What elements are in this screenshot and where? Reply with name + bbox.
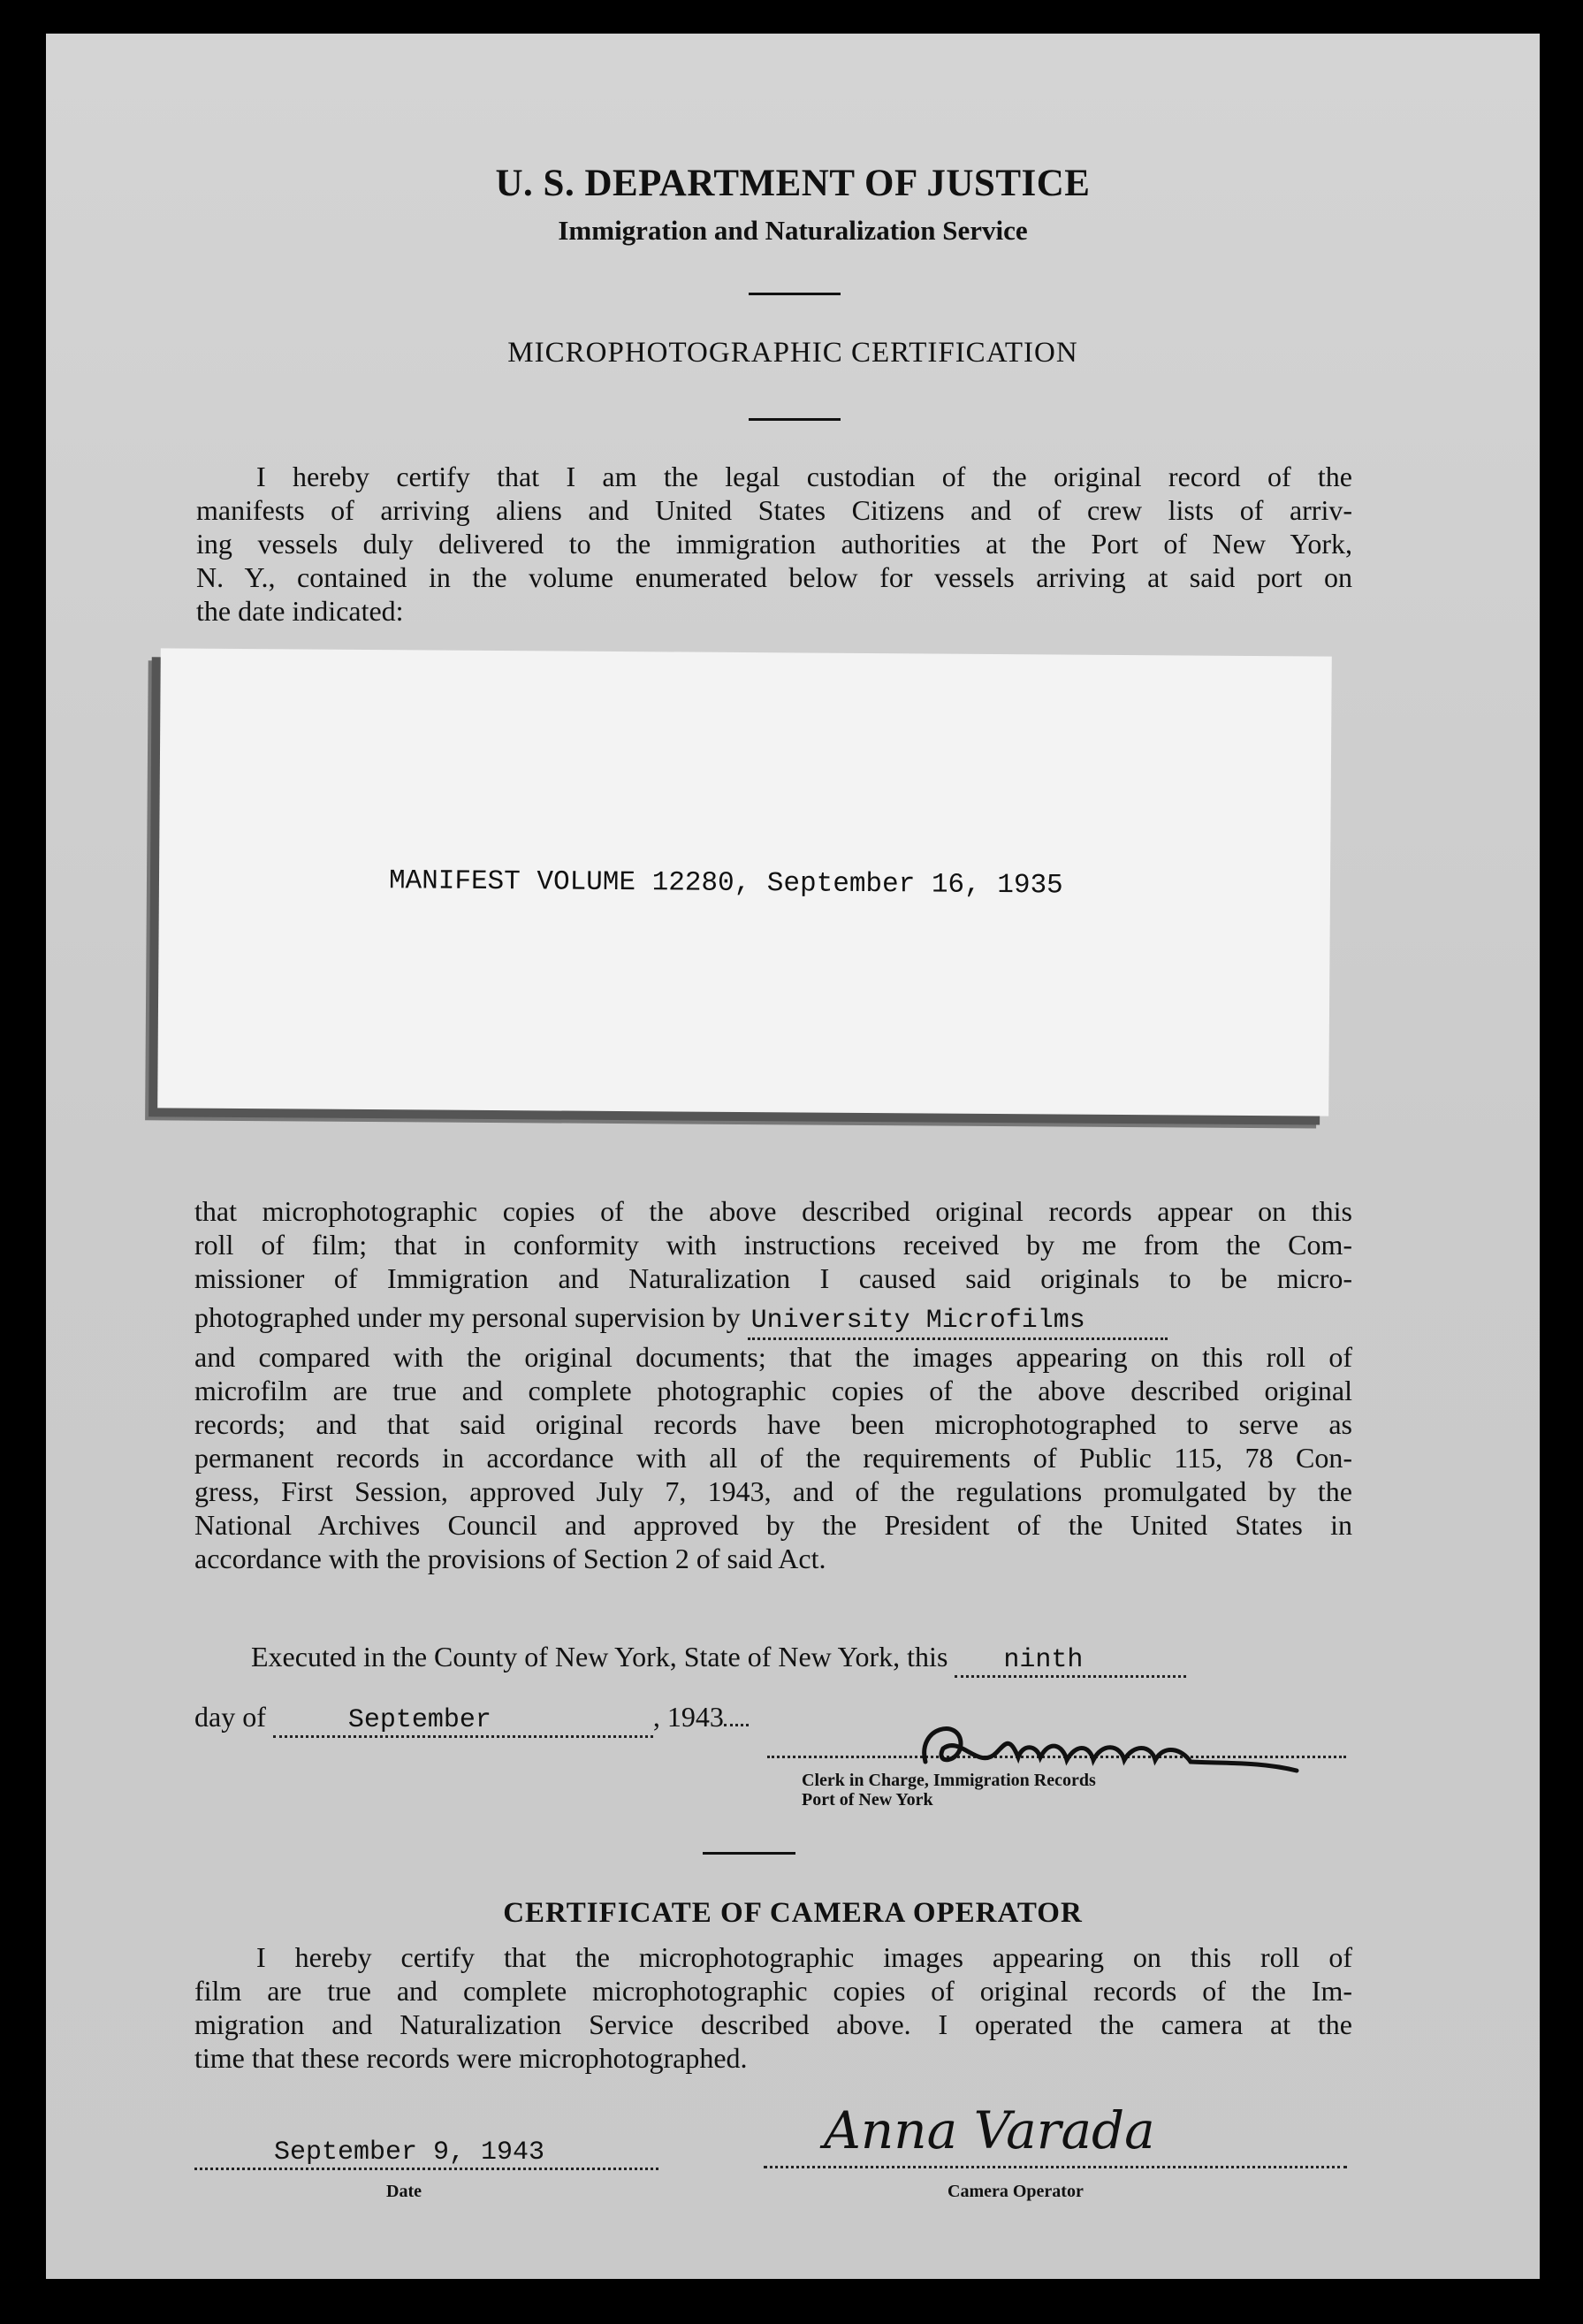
body-line: records; and that said original records have been microphotographed to serve as: [194, 1408, 1352, 1440]
body-line: accordance with the provisions of Section 2 of said Act.: [194, 1543, 826, 1574]
date-value: September 9, 1943: [274, 2137, 545, 2168]
intro-line: manifests of arriving aliens and United States Citizens and of crew lists of arriv-: [196, 494, 1352, 526]
day-blank: [955, 1641, 1186, 1678]
body-line: National Archives Council and approved by the President of the United States in: [194, 1509, 1352, 1541]
intro-line: I hereby certify that I am the legal custodian of the original record of the: [256, 461, 1352, 492]
body-line: and compared with the original documents; that the images appearing on this roll of: [194, 1341, 1352, 1373]
intro-line: ing vessels duly delivered to the immigration authorities at the Port of New York,: [196, 528, 1352, 560]
camera-line: film are true and complete microphotographic copies of original records of the Im-: [194, 1975, 1352, 2007]
clerk-title-line: Clerk in Charge, Immigration Records: [802, 1771, 1096, 1790]
day-of-label: day of: [194, 1701, 266, 1733]
intro-line: N. Y., contained in the volume enumerated below for vessels arriving at said port on: [196, 561, 1352, 593]
department-heading: U. S. DEPARTMENT OF JUSTICE: [495, 163, 1091, 204]
day-of-line: [194, 1701, 749, 1738]
day-value: ninth: [1003, 1645, 1084, 1675]
supervision-blank: [748, 1300, 1168, 1340]
divider: [703, 1852, 795, 1855]
operator-label: Camera Operator: [948, 2182, 1084, 2201]
manifest-card: [157, 648, 1332, 1116]
intro-line: the date indicated:: [196, 595, 404, 627]
clerk-office-line: Port of New York: [802, 1790, 933, 1810]
camera-line: I hereby certify that the microphotographic images appearing on this roll of: [256, 1941, 1352, 1973]
date-label: Date: [386, 2182, 422, 2201]
supervision-prefix: photographed under my personal supervision by: [194, 1301, 741, 1333]
executed-line: [251, 1641, 1186, 1678]
camera-paragraph: [194, 1940, 1352, 2075]
supervision-value: University Microfilms: [750, 1306, 1085, 1336]
date-blank: [194, 2137, 658, 2170]
body-paragraph: [194, 1194, 1352, 1575]
divider: [749, 418, 841, 421]
body-line: that microphotographic copies of the above described original records appear on this: [194, 1195, 1352, 1227]
body-line: microfilm are true and complete photographic copies of the above described original: [194, 1375, 1352, 1406]
month-value: September: [347, 1705, 491, 1735]
divider: [749, 293, 841, 295]
service-heading: Immigration and Naturalization Service: [558, 215, 1028, 246]
operator-signature-line: [764, 2166, 1347, 2168]
camera-line: migration and Naturalization Service described above. I operated the camera at the: [194, 2008, 1352, 2040]
manifest-volume-text: MANIFEST VOLUME 12280, September 16, 1935: [388, 865, 1063, 902]
camera-certificate-title: CERTIFICATE OF CAMERA OPERATOR: [503, 1897, 1083, 1929]
camera-line: time that these records were microphotographed.: [194, 2042, 748, 2074]
supervision-line: [194, 1300, 1352, 1340]
intro-paragraph: [196, 460, 1352, 628]
certificate-page: [46, 34, 1540, 2279]
body-line: roll of film; that in conformity with instructions received by me from the Com-: [194, 1229, 1352, 1261]
clerk-title: [802, 1771, 1096, 1810]
certification-title: MICROPHOTOGRAPHIC CERTIFICATION: [507, 337, 1078, 369]
body-line: permanent records in accordance with all of the requirements of Public 115, 78 Con-: [194, 1442, 1352, 1474]
month-blank: [273, 1701, 653, 1738]
year-text: , 1943: [652, 1701, 724, 1733]
body-line: gress, First Session, approved July 7, 1943, and of the regulations promulgated by the: [194, 1475, 1352, 1507]
executed-prefix: Executed in the County of New York, State of New York, this: [251, 1641, 948, 1673]
body-line: missioner of Immigration and Naturalization I caused said originals to be micro-: [194, 1262, 1352, 1294]
operator-signature: Anna Varada: [824, 2100, 1155, 2160]
